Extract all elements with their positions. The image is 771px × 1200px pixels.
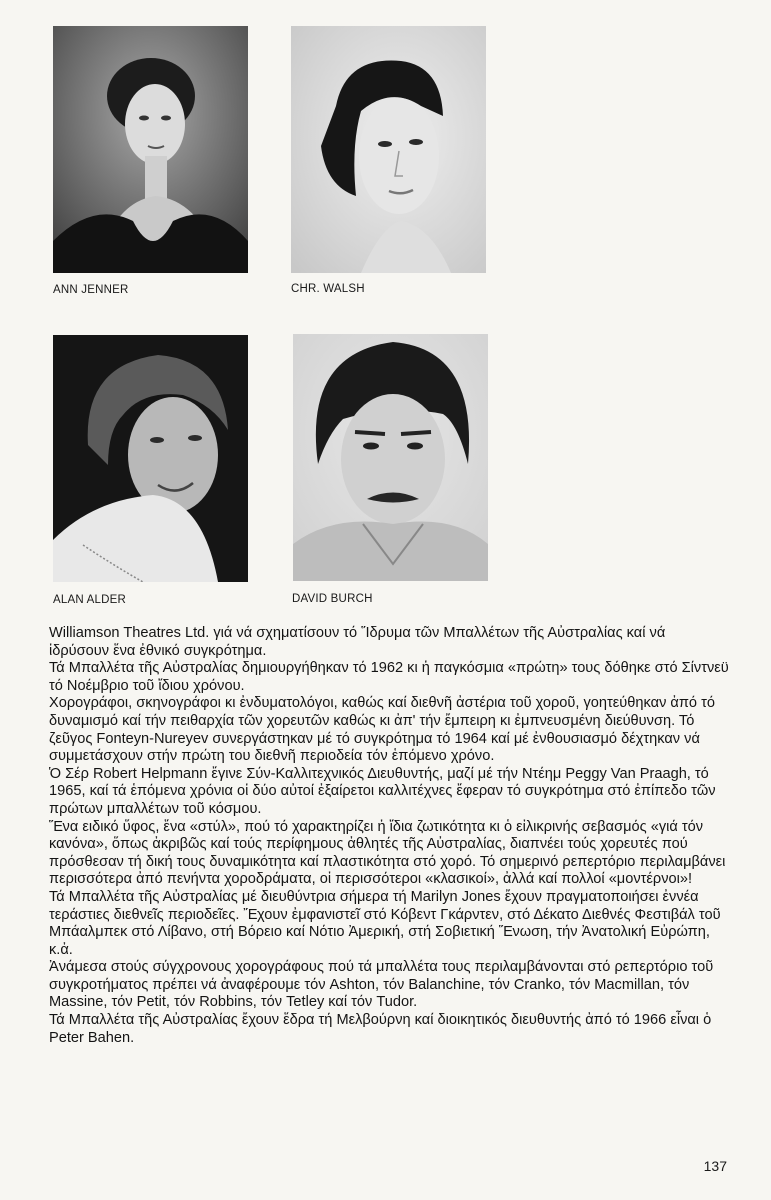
caption-chr-walsh: CHR. WALSH bbox=[291, 283, 365, 295]
photo-david-burch bbox=[293, 334, 488, 581]
paragraph-6: Τά Μπαλλέτα τῆς Αὐστραλίας μέ διευθύντρια σήμερα τή Marilyn Jones ἔχουν πραγματοποιήσει ἐννέα τεράστιες διεθνεῖς περιοδεῖες. Ἔχουν ἐμφανιστεῖ στό Κόβεντ Γκάρντεν, στό Δέκατο Διεθνές Φεστιβάλ τοῦ Μπάαλμπεκ στό Λίβανο, στή Βόρειο καί Νότιο Ἀμερική, στή Σοβιετική Ἕνωση, τήν Ἀνατολική Εὐρώπη, κ.ἀ. bbox=[49, 888, 721, 958]
paragraph-3: Χορογράφοι, σκηνογράφοι κι ἐνδυματολόγοι, καθώς καί διεθνῆ ἀστέρια τοῦ χοροῦ, γοητεύθηκαν ἀπό τό δυναμισμό καί τήν πειθαρχία τῶν χορευτῶν καθώς κι ἀπ' τήν ἔμπειρη κι ἐμπνευσμένη διεύθυνση. Τό ζεῦγος Fonteyn-Nureyev συνεργάστηκαν μέ τό συγκρότημα τό 1964 καί μέ ἐνθουσιασμό δέχτηκαν νά συμμετάσχουν στήν πρώτη του διεθνῆ περιοδεία τόν ἑπόμενο χρόνο. bbox=[49, 695, 715, 765]
paragraph-2: Τά Μπαλλέτα τῆς Αὐστραλίας δημιουργήθηκαν τό 1962 κι ἡ παγκόσμια «πρώτη» τους δόθηκε στό Σίντνεϋ τό Νοέμβριο τοῦ ἴδιου χρόνου. bbox=[49, 660, 729, 694]
paragraph-8: Τά Μπαλλέτα τῆς Αὐστραλίας ἔχουν ἕδρα τή Μελβούρνη καί διοικητικός διευθυντής ἀπό τό 1966 εἶναι ὁ Peter Bahen. bbox=[49, 1012, 712, 1046]
paragraph-1: Williamson Theatres Ltd. γιά νά σχηματίσουν τό Ἵδρυμα τῶν Μπαλλέτων τῆς Αὐστραλίας καί νά ἱδρύσουν ἕνα ἐθνικό συγκρότημα. bbox=[49, 625, 666, 659]
page-number: 137 bbox=[703, 1158, 727, 1174]
caption-ann-jenner: ANN JENNER bbox=[53, 284, 129, 296]
caption-david-burch: DAVID BURCH bbox=[292, 593, 373, 605]
paragraph-4: Ὁ Σέρ Robert Helpmann ἔγινε Σύν-Καλλιτεχνικός Διευθυντής, μαζί μέ τήν Ντέημ Peggy Van Praagh, τό 1965, καί τά ἑπόμενα χρόνια οἱ δύο αὐτοί ἐξαίρετοι καλλιτέχνες ἔφεραν τό συγκρότημα στό ἐπίπεδο τῶν πρώτων μπαλλέτων τοῦ κόσμου. bbox=[49, 765, 716, 817]
paragraph-7: Ἀνάμεσα στούς σύγχρονους χορογράφους πού τά μπαλλέτα τους περιλαμβάνονται στό ρεπερτόριο τοῦ συγκροτήματος πρέπει νά ἀναφέρουμε τόν Ashton, τόν Balanchine, τόν Cranko, τόν Macmillan, τόν Massine, τόν Petit, τόν Robbins, τόν Tetley καί τόν Tudor. bbox=[49, 959, 714, 1011]
photo-alan-alder bbox=[53, 335, 248, 582]
photo-ann-jenner bbox=[53, 26, 248, 273]
caption-alan-alder: ALAN ALDER bbox=[53, 594, 126, 606]
photo-chr-walsh bbox=[291, 26, 486, 273]
paragraph-5: Ἕνα ειδικό ὕφος, ἕνα «στύλ», πού τό χαρακτηρίζει ἡ ἴδια ζωτικότητα κι ὁ εἰλικρινής σεβασμός «γιά τόν κανόνα», ὅπως ἀκριβῶς καί τούς περίφημους ἀθλητές τῆς Αὐστραλίας, διαπνέει τούς χορευτές πού πρόσθεσαν τή δική τους δυναμικότητα καί πλαστικότητα στό χορό. Τό σημερινό ρεπερτόριο περιλαμβάνει περισσότερα ἀπό πενήντα χοροδράματα, οἱ περισσότεροι «κλασικοί», ἀλλά καί πολλοί «μοντέρνοι»! bbox=[49, 818, 726, 888]
article-body bbox=[49, 625, 729, 1047]
